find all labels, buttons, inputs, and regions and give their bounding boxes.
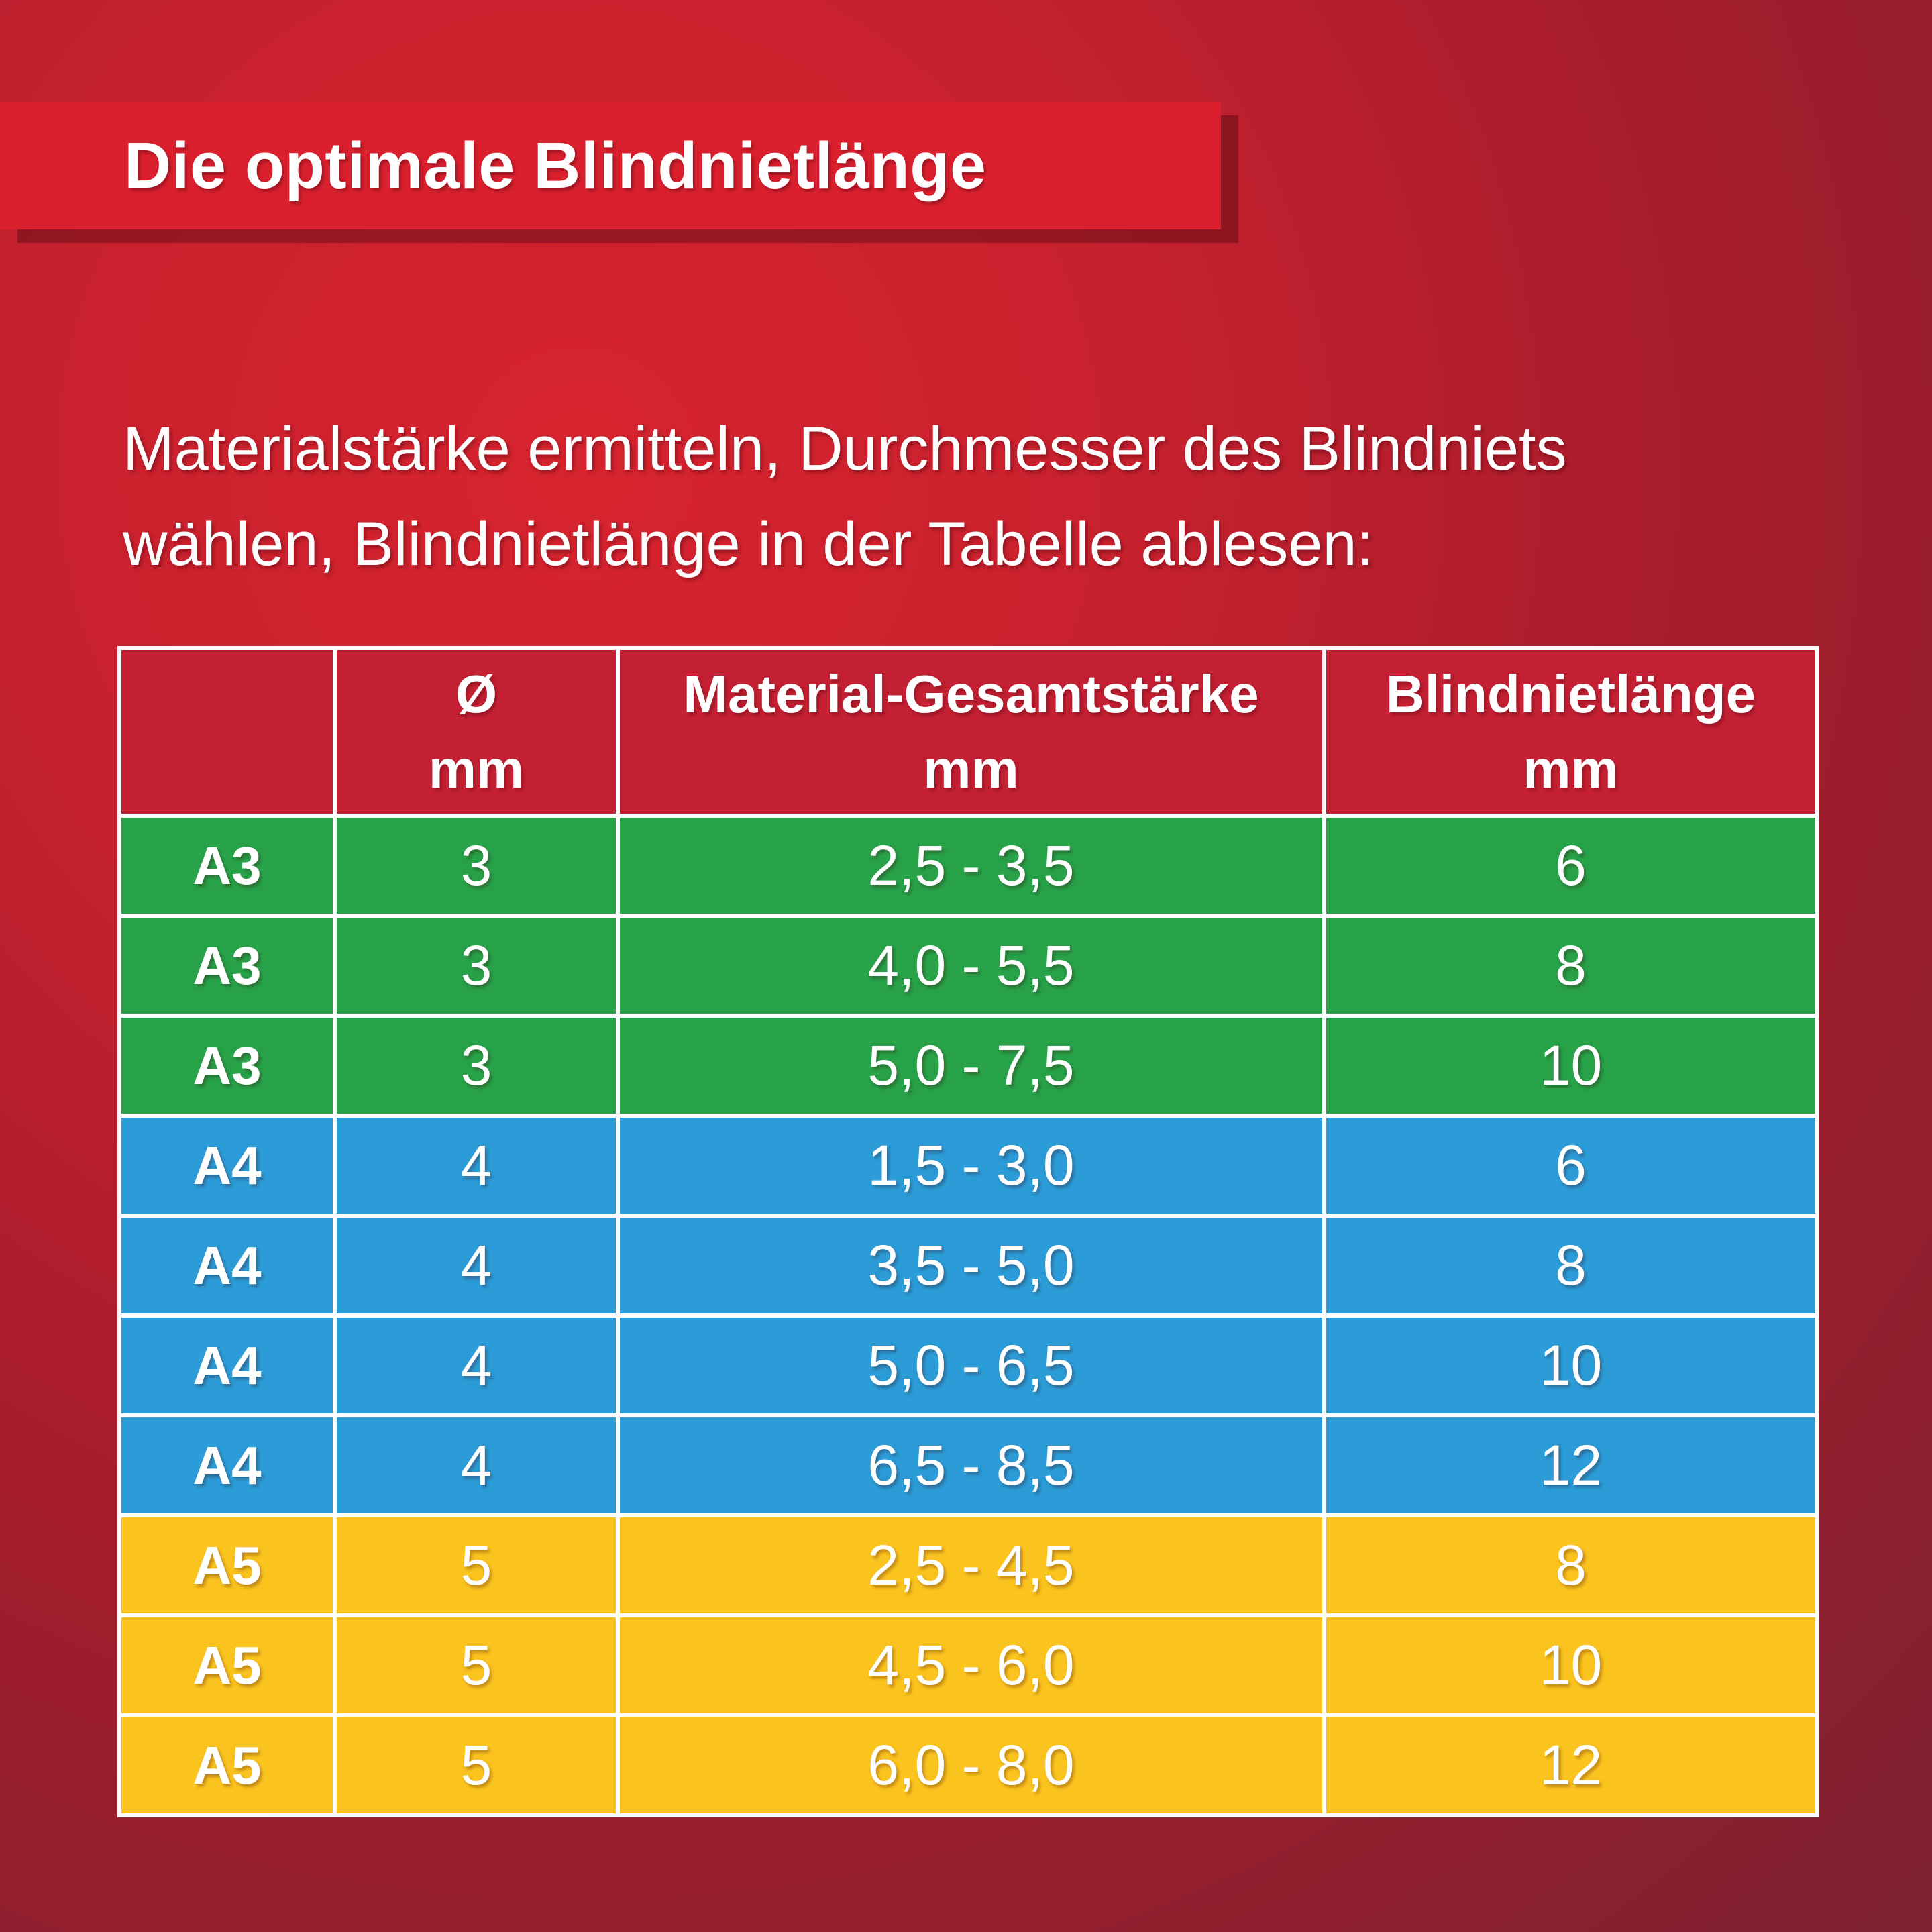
table-body [119, 816, 1817, 1815]
cell-material-thickness: 6,0 - 8,0 [618, 1715, 1324, 1815]
cell-diameter: 4 [335, 1415, 618, 1515]
header-unit: mm [923, 739, 1019, 799]
cell-material-thickness: 5,0 - 7,5 [618, 1016, 1324, 1116]
header-unit: mm [1523, 739, 1619, 799]
cell-rivet-length: 10 [1324, 1316, 1817, 1415]
cell-material-thickness: 2,5 - 4,5 [618, 1515, 1324, 1615]
header-label: Ø [455, 664, 498, 724]
header-cell-empty [119, 648, 335, 816]
table-row-a4 [119, 1216, 1817, 1316]
cell-diameter: 4 [335, 1316, 618, 1415]
cell-rivet-type: A3 [119, 1016, 335, 1116]
cell-diameter: 3 [335, 1016, 618, 1116]
cell-rivet-type: A3 [119, 916, 335, 1016]
cell-rivet-type: A5 [119, 1615, 335, 1715]
cell-rivet-length: 10 [1324, 1615, 1817, 1715]
cell-rivet-type: A4 [119, 1216, 335, 1316]
cell-rivet-type: A4 [119, 1116, 335, 1216]
header-cell-material-thickness [618, 648, 1324, 816]
cell-material-thickness: 2,5 - 3,5 [618, 816, 1324, 916]
table-row-a5 [119, 1615, 1817, 1715]
cell-diameter: 3 [335, 916, 618, 1016]
header-cell-rivet-length [1324, 648, 1817, 816]
cell-rivet-type: A4 [119, 1415, 335, 1515]
intro-text [123, 401, 1567, 592]
table-row-a3 [119, 816, 1817, 916]
table-header-row [119, 648, 1817, 816]
cell-rivet-type: A5 [119, 1515, 335, 1615]
table-row-a5 [119, 1715, 1817, 1815]
cell-rivet-length: 10 [1324, 1016, 1817, 1116]
cell-material-thickness: 1,5 - 3,0 [618, 1116, 1324, 1216]
intro-line-2: wählen, Blindnietlänge in der Tabelle ablesen: [123, 510, 1375, 578]
cell-diameter: 5 [335, 1615, 618, 1715]
cell-rivet-length: 8 [1324, 916, 1817, 1016]
table-row-a3 [119, 1016, 1817, 1116]
cell-rivet-type: A4 [119, 1316, 335, 1415]
cell-diameter: 3 [335, 816, 618, 916]
title-banner [0, 102, 1221, 229]
table-row-a4 [119, 1116, 1817, 1216]
page-title: Die optimale Blindnietlänge [124, 129, 987, 202]
cell-rivet-length: 8 [1324, 1515, 1817, 1615]
cell-diameter: 4 [335, 1116, 618, 1216]
cell-diameter: 5 [335, 1515, 618, 1615]
cell-rivet-length: 12 [1324, 1715, 1817, 1815]
header-label: Blindnietlänge [1385, 664, 1756, 724]
table-row-a5 [119, 1515, 1817, 1615]
cell-diameter: 5 [335, 1715, 618, 1815]
header-cell-diameter [335, 648, 618, 816]
cell-material-thickness: 4,5 - 6,0 [618, 1615, 1324, 1715]
table-row-a4 [119, 1316, 1817, 1415]
cell-rivet-length: 6 [1324, 816, 1817, 916]
cell-material-thickness: 3,5 - 5,0 [618, 1216, 1324, 1316]
cell-material-thickness: 5,0 - 6,5 [618, 1316, 1324, 1415]
cell-rivet-length: 8 [1324, 1216, 1817, 1316]
cell-material-thickness: 6,5 - 8,5 [618, 1415, 1324, 1515]
cell-rivet-length: 12 [1324, 1415, 1817, 1515]
cell-rivet-type: A5 [119, 1715, 335, 1815]
header-label: Material-Gesamtstärke [683, 664, 1259, 724]
table-row-a3 [119, 916, 1817, 1016]
table-header [119, 648, 1817, 816]
cell-rivet-type: A3 [119, 816, 335, 916]
rivet-length-table [117, 646, 1819, 1817]
table-row-a4 [119, 1415, 1817, 1515]
cell-rivet-length: 6 [1324, 1116, 1817, 1216]
header-unit: mm [428, 739, 525, 799]
cell-diameter: 4 [335, 1216, 618, 1316]
cell-material-thickness: 4,0 - 5,5 [618, 916, 1324, 1016]
intro-line-1: Materialstärke ermitteln, Durchmesser des Blindniets [123, 415, 1567, 483]
